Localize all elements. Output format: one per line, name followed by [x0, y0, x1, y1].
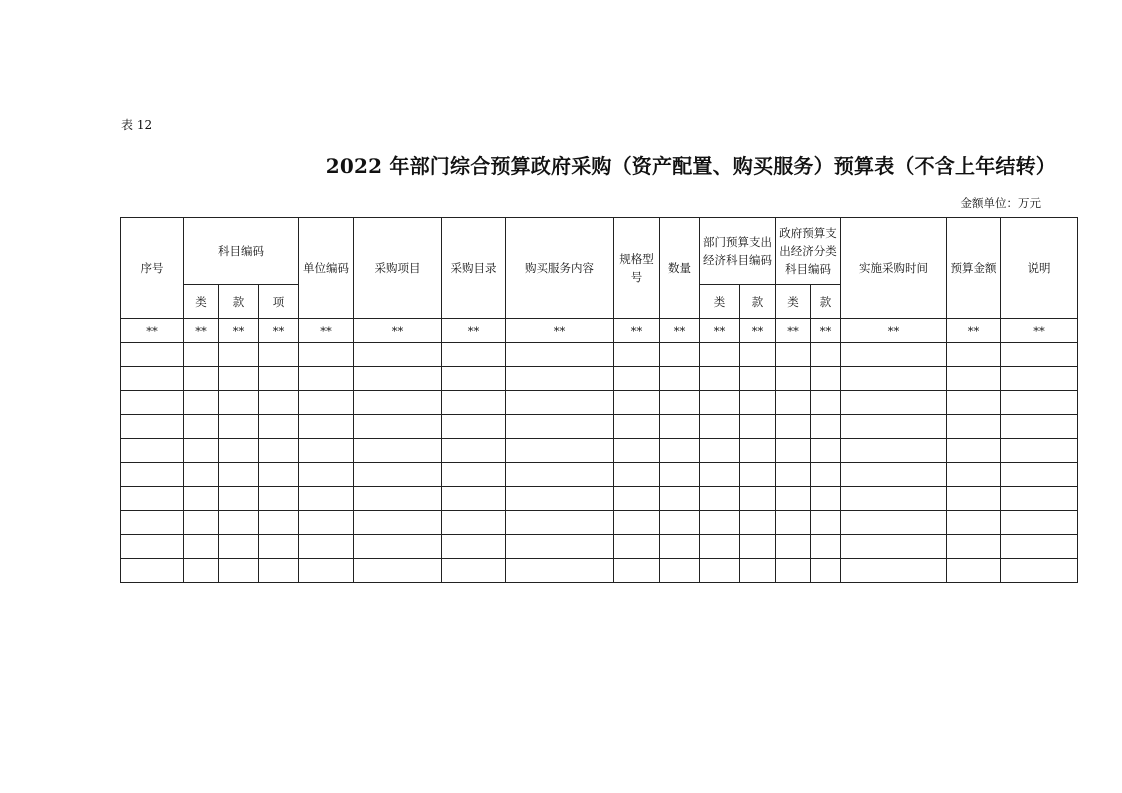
header-dept-econ-code: 部门预算支出经济科目编码: [700, 218, 776, 285]
table-cell: [121, 511, 184, 535]
table-cell: [184, 367, 219, 391]
table-cell: [219, 535, 259, 559]
table-cell: [184, 559, 219, 583]
table-cell: [121, 391, 184, 415]
table-cell: [506, 367, 614, 391]
table-cell: [660, 391, 700, 415]
symbol-cell: **: [506, 319, 614, 343]
table-cell: [1001, 463, 1078, 487]
table-cell: [442, 559, 506, 583]
table-cell: [841, 511, 947, 535]
table-cell: [442, 463, 506, 487]
table-cell: [811, 415, 841, 439]
table-cell: [442, 343, 506, 367]
table-cell: [811, 535, 841, 559]
table-cell: [841, 487, 947, 511]
table-row: [121, 559, 1078, 583]
table-cell: [354, 415, 442, 439]
table-cell: [354, 367, 442, 391]
table-cell: [614, 343, 660, 367]
table-cell: [740, 487, 776, 511]
table-cell: [811, 559, 841, 583]
table-cell: [700, 559, 740, 583]
table-cell: [947, 535, 1001, 559]
table-cell: [947, 559, 1001, 583]
header-impl-time: 实施采购时间: [841, 218, 947, 319]
header-gov-econ-code: 政府预算支出经济分类科目编码: [776, 218, 841, 285]
symbol-cell: **: [947, 319, 1001, 343]
table-cell: [506, 439, 614, 463]
table-cell: [184, 487, 219, 511]
table-cell: [506, 463, 614, 487]
symbol-cell: **: [811, 319, 841, 343]
table-cell: [776, 367, 811, 391]
table-cell: [740, 343, 776, 367]
table-cell: [660, 487, 700, 511]
table-cell: [354, 535, 442, 559]
table-cell: [121, 535, 184, 559]
table-cell: [354, 463, 442, 487]
symbol-cell: **: [1001, 319, 1078, 343]
table-cell: [1001, 487, 1078, 511]
table-cell: [740, 391, 776, 415]
symbol-cell: **: [660, 319, 700, 343]
table-cell: [442, 415, 506, 439]
table-cell: [700, 391, 740, 415]
table-cell: [299, 415, 354, 439]
table-cell: [354, 559, 442, 583]
header-spec-model: 规格型号: [614, 218, 660, 319]
table-cell: [354, 391, 442, 415]
table-cell: [841, 367, 947, 391]
table-cell: [219, 415, 259, 439]
table-cell: [841, 343, 947, 367]
table-row: [121, 391, 1078, 415]
table-cell: [776, 535, 811, 559]
table-cell: [121, 415, 184, 439]
header-gov-kuan: 款: [811, 285, 841, 319]
table-cell: [121, 439, 184, 463]
symbol-cell: **: [184, 319, 219, 343]
header-budget-amount: 预算金额: [947, 218, 1001, 319]
table-cell: [614, 439, 660, 463]
table-cell: [219, 463, 259, 487]
table-cell: [219, 487, 259, 511]
symbol-cell: **: [354, 319, 442, 343]
table-cell: [1001, 511, 1078, 535]
table-cell: [660, 415, 700, 439]
table-cell: [442, 391, 506, 415]
table-cell: [614, 511, 660, 535]
document-title: 2022 年部门综合预算政府采购（资产配置、购买服务）预算表（不含上年结转）: [325, 154, 1056, 178]
table-cell: [184, 343, 219, 367]
symbol-cell: **: [614, 319, 660, 343]
table-cell: [506, 343, 614, 367]
symbol-cell: **: [219, 319, 259, 343]
table-cell: [947, 391, 1001, 415]
table-cell: [776, 391, 811, 415]
symbol-cell: **: [299, 319, 354, 343]
symbol-cell: **: [776, 319, 811, 343]
table-cell: [219, 367, 259, 391]
table-cell: [614, 559, 660, 583]
table-cell: [299, 559, 354, 583]
table-cell: [811, 511, 841, 535]
table-cell: [811, 343, 841, 367]
table-cell: [700, 487, 740, 511]
table-cell: [259, 439, 299, 463]
table-cell: [614, 391, 660, 415]
table-cell: [811, 439, 841, 463]
table-cell: [1001, 367, 1078, 391]
header-unit-code: 单位编码: [299, 218, 354, 319]
table-cell: [442, 511, 506, 535]
table-cell: [259, 463, 299, 487]
table-cell: [299, 463, 354, 487]
table-cell: [740, 535, 776, 559]
table-cell: [1001, 415, 1078, 439]
table-cell: [660, 463, 700, 487]
table-cell: [299, 439, 354, 463]
table-cell: [776, 487, 811, 511]
table-cell: [259, 487, 299, 511]
header-subject-kuan: 款: [219, 285, 259, 319]
table-row: [121, 463, 1078, 487]
table-cell: [121, 463, 184, 487]
table-cell: [700, 343, 740, 367]
table-cell: [614, 535, 660, 559]
table-cell: [299, 391, 354, 415]
table-cell: [259, 343, 299, 367]
table-cell: [299, 367, 354, 391]
table-cell: [947, 367, 1001, 391]
table-cell: [614, 367, 660, 391]
table-cell: [219, 391, 259, 415]
table-row: [121, 343, 1078, 367]
table-cell: [947, 511, 1001, 535]
table-cell: [259, 391, 299, 415]
table-cell: [121, 367, 184, 391]
table-cell: [776, 463, 811, 487]
table-cell: [442, 367, 506, 391]
header-gov-lei: 类: [776, 285, 811, 319]
table-cell: [299, 487, 354, 511]
header-service-content: 购买服务内容: [506, 218, 614, 319]
table-cell: [776, 439, 811, 463]
table-cell: [442, 535, 506, 559]
table-cell: [740, 511, 776, 535]
table-cell: [614, 487, 660, 511]
table-cell: [740, 415, 776, 439]
table-cell: [947, 463, 1001, 487]
table-row: [121, 367, 1078, 391]
table-cell: [841, 439, 947, 463]
table-cell: [776, 559, 811, 583]
table-cell: [811, 367, 841, 391]
table-cell: [1001, 391, 1078, 415]
table-cell: [660, 439, 700, 463]
table-cell: [354, 487, 442, 511]
header-dept-kuan: 款: [740, 285, 776, 319]
table-cell: [259, 415, 299, 439]
table-cell: [841, 559, 947, 583]
symbol-cell: **: [740, 319, 776, 343]
table-cell: [1001, 535, 1078, 559]
table-cell: [614, 463, 660, 487]
table-cell: [811, 463, 841, 487]
table-cell: [947, 343, 1001, 367]
table-cell: [506, 511, 614, 535]
header-quantity: 数量: [660, 218, 700, 319]
table-row: [121, 535, 1078, 559]
table-cell: [811, 391, 841, 415]
table-cell: [660, 535, 700, 559]
table-cell: [506, 487, 614, 511]
table-cell: [184, 511, 219, 535]
table-cell: [776, 415, 811, 439]
table-cell: [184, 415, 219, 439]
table-cell: [259, 559, 299, 583]
table-cell: [299, 511, 354, 535]
table-cell: [299, 343, 354, 367]
table-cell: [442, 439, 506, 463]
table-cell: [700, 367, 740, 391]
table-cell: [740, 463, 776, 487]
table-number-label: 表 12: [121, 118, 153, 132]
table-cell: [841, 463, 947, 487]
table-cell: [1001, 559, 1078, 583]
table-cell: [947, 415, 1001, 439]
table-cell: [121, 487, 184, 511]
table-cell: [841, 415, 947, 439]
header-subject-xiang: 项: [259, 285, 299, 319]
table-cell: [660, 511, 700, 535]
table-cell: [259, 367, 299, 391]
table-cell: [700, 511, 740, 535]
table-row: [121, 439, 1078, 463]
table-cell: [299, 535, 354, 559]
table-cell: [354, 439, 442, 463]
table-cell: [776, 343, 811, 367]
table-cell: [184, 463, 219, 487]
amount-unit-label: 金额单位：万元: [960, 196, 1041, 210]
table-cell: [354, 343, 442, 367]
table-cell: [259, 535, 299, 559]
symbol-cell: **: [121, 319, 184, 343]
table-cell: [700, 535, 740, 559]
table-cell: [776, 511, 811, 535]
table-cell: [614, 415, 660, 439]
table-cell: [354, 511, 442, 535]
table-cell: [660, 559, 700, 583]
table-cell: [184, 535, 219, 559]
table-cell: [259, 511, 299, 535]
table-cell: [660, 367, 700, 391]
table-cell: [841, 535, 947, 559]
table-cell: [841, 391, 947, 415]
table-row: [121, 487, 1078, 511]
table-cell: [1001, 343, 1078, 367]
symbol-cell: **: [700, 319, 740, 343]
table-cell: [740, 367, 776, 391]
table-cell: [121, 343, 184, 367]
table-row: [121, 511, 1078, 535]
table-cell: [219, 439, 259, 463]
symbol-cell: **: [259, 319, 299, 343]
table-cell: [121, 559, 184, 583]
header-remarks: 说明: [1001, 218, 1078, 319]
table-cell: [947, 439, 1001, 463]
table-cell: [506, 559, 614, 583]
header-subject-code: 科目编码: [184, 218, 299, 285]
table-cell: [219, 559, 259, 583]
symbol-cell: **: [841, 319, 947, 343]
table-cell: [506, 535, 614, 559]
symbol-cell: **: [442, 319, 506, 343]
table-cell: [184, 439, 219, 463]
symbol-row: [121, 319, 1078, 343]
table-cell: [184, 391, 219, 415]
table-cell: [1001, 439, 1078, 463]
table-cell: [700, 439, 740, 463]
header-dept-lei: 类: [700, 285, 740, 319]
header-seq: 序号: [121, 218, 184, 319]
table-cell: [506, 415, 614, 439]
table-cell: [947, 487, 1001, 511]
header-procurement-catalog: 采购目录: [442, 218, 506, 319]
table-cell: [740, 559, 776, 583]
table-cell: [700, 463, 740, 487]
procurement-budget-table: [120, 217, 1078, 583]
table-cell: [506, 391, 614, 415]
table-cell: [442, 487, 506, 511]
table-cell: [811, 487, 841, 511]
table-cell: [660, 343, 700, 367]
header-procurement-item: 采购项目: [354, 218, 442, 319]
table-cell: [219, 511, 259, 535]
header-subject-lei: 类: [184, 285, 219, 319]
table-cell: [740, 439, 776, 463]
table-row: [121, 415, 1078, 439]
table-cell: [700, 415, 740, 439]
table-cell: [219, 343, 259, 367]
